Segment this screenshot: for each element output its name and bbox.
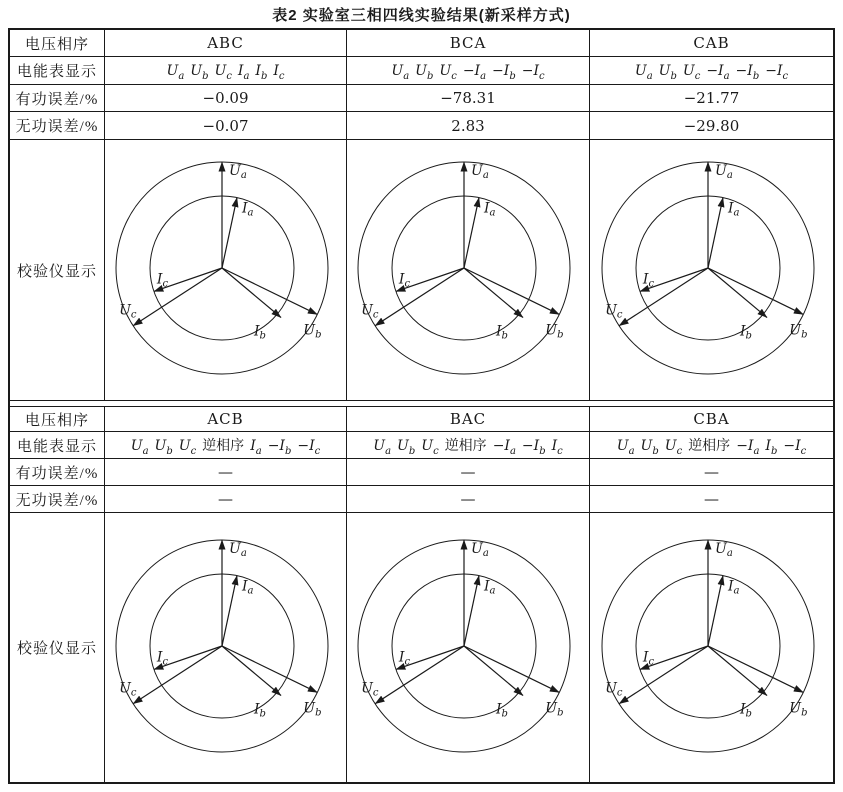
vector-label-Ia: $I_a$: [727, 578, 739, 597]
vector-label-Ua: $U_a$: [228, 163, 247, 181]
formula-var-Ic: $-I_c$: [297, 438, 321, 457]
vector-label-Uc: $U_c$: [118, 680, 137, 699]
vector-label-Ia: $I_a$: [241, 200, 253, 219]
vector-label-Ub: $U_b$: [788, 699, 807, 718]
vector-Uc: [133, 268, 222, 326]
sequence-cell-abc: ABC: [105, 30, 347, 57]
phasor-diagram-acb: [106, 520, 346, 776]
formula-var-Ub: $U_b$: [415, 62, 434, 82]
vector-label-Ic: $I_c$: [156, 271, 168, 290]
vector-label-Ib: $I_b$: [253, 323, 266, 342]
formula-var-Ub: $U_b$: [154, 438, 173, 457]
phasor-cell-abc: [105, 140, 347, 400]
vector-Ia: [464, 575, 479, 645]
phasor-cell-bac: [347, 513, 590, 782]
meter-display-formula: [614, 435, 809, 455]
vector-label-Ic: $I_c$: [156, 648, 168, 667]
vector-label-Ic: $I_c$: [398, 648, 411, 667]
meter-display-formula: [370, 435, 565, 455]
formula-var-Uc: $U_c$: [421, 438, 439, 457]
sequence-cell-cba: CBA: [590, 407, 833, 432]
formula-var-Ub: $U_b$: [397, 438, 416, 457]
formula-var-Ia: $-I_a$: [462, 62, 487, 82]
vector-Uc: [375, 646, 464, 704]
phasor-cell-cba: [590, 513, 833, 782]
formula-var-Ib: $-I_b$: [521, 438, 546, 457]
section-separator: [10, 400, 833, 407]
table-section-2: [10, 407, 833, 782]
phasor-cell-acb: [105, 513, 347, 782]
meter-display-cell-abc: [105, 57, 347, 85]
vector-Ia: [222, 198, 237, 268]
vector-label-Ic: $I_c$: [642, 271, 654, 290]
formula-text: 逆相序: [202, 439, 245, 454]
vector-Ia: [222, 575, 237, 645]
formula-var-Ub: $U_b$: [190, 62, 209, 82]
meter-display-cell-bac: [347, 432, 590, 459]
phasor-cell-cab: [590, 140, 833, 400]
phasor-diagram-cab: [592, 142, 832, 398]
vector-label-Ua: $U_a$: [471, 163, 489, 181]
formula-var-Ib: $I_b$: [765, 438, 778, 457]
vector-label-Ub: $U_b$: [302, 322, 321, 341]
reactive-error-cell-bac: —: [347, 486, 590, 513]
vector-label-Ub: $U_b$: [788, 322, 807, 341]
row-label-calibrator-display: 校验仪显示: [10, 513, 105, 782]
active-error-cell-acb: —: [105, 459, 347, 486]
vector-label-Ib: $I_b$: [253, 700, 266, 719]
vector-label-Ub: $U_b$: [545, 322, 564, 341]
formula-var-Ic: $I_c$: [551, 438, 563, 457]
vector-Ia: [708, 198, 723, 268]
phasor-diagram-abc: [106, 142, 346, 398]
row-label-voltage-sequence: 电压相序: [10, 30, 105, 57]
meter-display-cell-cba: [590, 432, 833, 459]
formula-var-Ib: $-I_b$: [735, 62, 760, 82]
table-section-1: [10, 30, 833, 400]
sequence-cell-cab: CAB: [590, 30, 833, 57]
formula-var-Ub: $U_b$: [640, 438, 659, 457]
vector-label-Ua: $U_a$: [228, 540, 247, 559]
vector-label-Uc: $U_c$: [361, 302, 379, 321]
vector-label-Uc: $U_c$: [604, 680, 623, 699]
row-label-reactive-error: 无功误差/%: [10, 486, 105, 513]
vector-label-Ic: $I_c$: [398, 271, 411, 290]
vector-Uc: [133, 646, 222, 704]
meter-display-formula: [632, 62, 791, 82]
formula-var-Uc: $U_c$: [214, 62, 232, 82]
active-error-cell-bac: —: [347, 459, 590, 486]
formula-var-Uc: $U_c$: [682, 62, 701, 82]
phasor-diagram-bca: [348, 142, 588, 398]
formula-var-Ic: $I_c$: [273, 62, 285, 82]
vector-label-Ua: $U_a$: [714, 540, 733, 559]
sequence-cell-acb: ACB: [105, 407, 347, 432]
active-error-cell-bca: −78.31: [347, 85, 590, 112]
vector-label-Ua: $U_a$: [714, 163, 733, 181]
row-label-active-error: 有功误差/%: [10, 85, 105, 112]
formula-text: 逆相序: [688, 439, 731, 454]
vector-label-Ic: $I_c$: [642, 648, 654, 667]
vector-label-Uc: $U_c$: [604, 302, 623, 321]
phasor-diagram-cba: [592, 520, 832, 776]
vector-label-Ub: $U_b$: [302, 699, 321, 718]
active-error-cell-cba: —: [590, 459, 833, 486]
formula-var-Uc: $U_c$: [178, 438, 197, 457]
phasor-diagram-bac: [348, 520, 588, 776]
active-error-cell-cab: −21.77: [590, 85, 833, 112]
active-error-cell-abc: −0.09: [105, 85, 347, 112]
formula-var-Ic: $-I_c$: [783, 438, 807, 457]
formula-var-Ua: $U_a$: [616, 438, 635, 457]
sequence-cell-bac: BAC: [347, 407, 590, 432]
vector-label-Ia: $I_a$: [727, 200, 739, 219]
vector-Ia: [464, 198, 479, 268]
formula-var-Ua: $U_a$: [373, 438, 392, 457]
formula-var-Ia: $-I_a$: [706, 62, 730, 82]
results-table: [8, 28, 835, 784]
vector-label-Ub: $U_b$: [545, 699, 564, 718]
formula-var-Ub: $U_b$: [658, 62, 677, 82]
formula-var-Ua: $U_a$: [130, 438, 149, 457]
formula-var-Ia: $I_a$: [237, 62, 250, 82]
reactive-error-cell-cba: —: [590, 486, 833, 513]
formula-var-Ic: $-I_c$: [765, 62, 789, 82]
phasor-cell-bca: [347, 140, 590, 400]
formula-var-Ic: $-I_c$: [521, 62, 545, 82]
vector-label-Ia: $I_a$: [483, 578, 496, 597]
formula-var-Ua: $U_a$: [634, 62, 653, 82]
formula-text: 逆相序: [444, 439, 487, 454]
formula-var-Uc: $U_c$: [664, 438, 683, 457]
formula-var-Ua: $U_a$: [391, 62, 410, 82]
vector-label-Ib: $I_b$: [739, 323, 752, 342]
vector-Ia: [708, 575, 723, 645]
vector-Uc: [619, 268, 708, 326]
vector-label-Ib: $I_b$: [495, 323, 508, 342]
vector-label-Ua: $U_a$: [471, 540, 489, 559]
meter-display-cell-cab: [590, 57, 833, 85]
formula-var-Ib: $-I_b$: [267, 438, 292, 457]
meter-display-cell-acb: [105, 432, 347, 459]
vector-label-Uc: $U_c$: [118, 302, 137, 321]
reactive-error-cell-abc: −0.07: [105, 112, 347, 140]
reactive-error-cell-acb: —: [105, 486, 347, 513]
vector-Uc: [619, 646, 708, 704]
sequence-cell-bca: BCA: [347, 30, 590, 57]
formula-var-Uc: $U_c$: [439, 62, 457, 82]
formula-var-Ib: $-I_b$: [492, 62, 516, 82]
meter-display-formula: [388, 62, 547, 82]
meter-display-formula: [164, 62, 288, 82]
row-label-meter-display: 电能表显示: [10, 57, 105, 85]
row-label-voltage-sequence: 电压相序: [10, 407, 105, 432]
vector-label-Ia: $I_a$: [483, 200, 496, 219]
row-label-calibrator-display: 校验仪显示: [10, 140, 105, 400]
reactive-error-cell-bca: 2.83: [347, 112, 590, 140]
formula-var-Ua: $U_a$: [166, 62, 185, 82]
vector-Uc: [375, 268, 464, 326]
vector-label-Uc: $U_c$: [361, 680, 379, 699]
vector-label-Ia: $I_a$: [241, 578, 253, 597]
formula-var-Ia: $-I_a$: [736, 438, 760, 457]
reactive-error-cell-cab: −29.80: [590, 112, 833, 140]
row-label-meter-display: 电能表显示: [10, 432, 105, 459]
vector-label-Ib: $I_b$: [495, 700, 508, 719]
table-title: 表2 实验室三相四线实验结果(新采样方式): [272, 7, 571, 24]
meter-display-cell-bca: [347, 57, 590, 85]
row-label-active-error: 有功误差/%: [10, 459, 105, 486]
formula-var-Ia: $I_a$: [250, 438, 262, 457]
vector-label-Ib: $I_b$: [739, 700, 752, 719]
row-label-reactive-error: 无功误差/%: [10, 112, 105, 140]
formula-var-Ib: $I_b$: [255, 62, 268, 82]
formula-var-Ia: $-I_a$: [492, 438, 516, 457]
meter-display-formula: [128, 435, 323, 455]
